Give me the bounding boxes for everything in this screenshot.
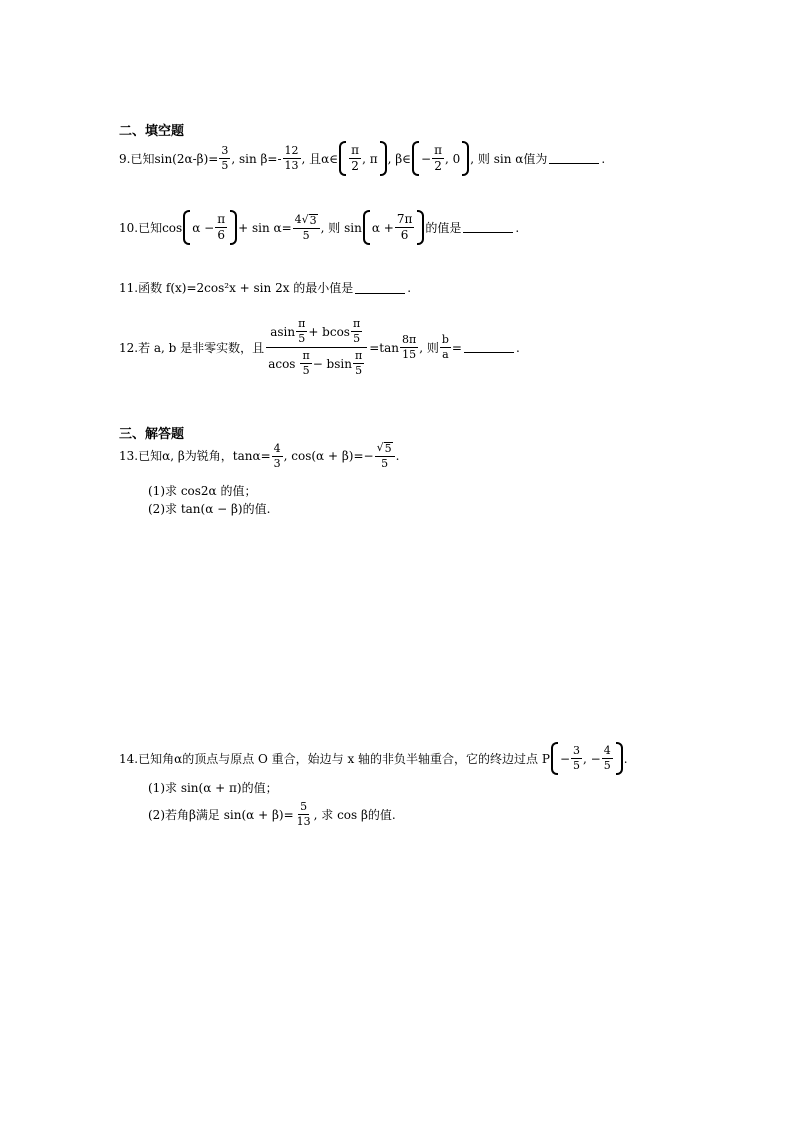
problem-14 <box>119 742 628 775</box>
p14-frac: $\frac{5}{13}$ <box>296 800 311 829</box>
p13-text: 13.已知α, β为锐角，tanα= <box>119 449 271 464</box>
p11-answer-blank[interactable] <box>355 283 405 294</box>
p10-answer-blank[interactable] <box>463 222 513 233</box>
p10-paren-2: α + $\frac{7\pi}{6}$ <box>363 210 425 245</box>
p14-part-1: (1)求 sin(α + π)的值； <box>148 781 278 795</box>
p9-text: 9.已知sin(2α-β)= <box>119 151 219 166</box>
p13-frac-1: $\frac{4}{3}$ <box>273 441 281 470</box>
p12-frac-tan: $\frac{8\pi}{15}$ <box>401 333 417 362</box>
p10-frac-sqrt: 4√ 3 5 <box>293 214 320 242</box>
section-fill-in-title: 二、填空题 <box>119 124 185 139</box>
p9-answer-blank[interactable] <box>549 153 599 164</box>
p13-text-2: , cos(α + β)=− <box>283 449 374 464</box>
p14-text: 14.已知角α的顶点与原点 O 重合，始边与 x 轴的非负半轴重合，它的终边过点 P <box>119 751 550 766</box>
p9-text-2: , sin β=- <box>231 151 282 166</box>
p10-text-4: 的值是 <box>425 220 462 235</box>
p12-text-3: , 则 <box>419 340 439 355</box>
p9-end: . <box>601 151 606 166</box>
p10-text-2: + sin α= <box>238 220 292 235</box>
p12-frac-ba: $\frac{b}{a}$ <box>441 333 449 362</box>
p14-end: . <box>623 751 628 766</box>
p12-text-4: = <box>451 340 462 355</box>
problem-10 <box>119 210 519 245</box>
p13-end: . <box>395 449 400 464</box>
problem-13 <box>119 442 399 470</box>
p12-end: . <box>515 340 520 355</box>
p14-part-2-text-2: , 求 cos β的值. <box>313 807 396 822</box>
p12-text-2: =tan <box>369 340 399 355</box>
p14-point-coords: − $\frac{3}{5}$ , − $\frac{4}{5}$ <box>551 742 623 775</box>
p9-text-5: , 则 sin α值为 <box>470 151 548 166</box>
problem-12 <box>119 318 520 377</box>
p11-end: . <box>407 281 412 295</box>
p14-part-2 <box>148 801 396 828</box>
p12-answer-blank[interactable] <box>464 342 514 353</box>
p13-part-2: (2)求 tan(α − β)的值. <box>148 502 271 516</box>
p9-text-3: , 且α∈ <box>301 151 339 166</box>
p9-text-4: , β∈ <box>387 151 412 166</box>
problem-11 <box>119 282 411 294</box>
p12-text: 12.若 a, b 是非零实数，且 <box>119 340 265 355</box>
p9-frac-1: $\frac{3}{5}$ <box>221 144 229 173</box>
p10-text: 10.已知cos <box>119 220 183 235</box>
p9-interval-beta: − $\frac{\pi}{2}$ , 0 <box>412 141 469 176</box>
section-answer-title: 三、解答题 <box>119 427 185 442</box>
p9-frac-2: $\frac{12}{13}$ <box>284 144 299 173</box>
problem-9 <box>119 141 605 176</box>
p12-complex-fraction: asin $\frac{\pi}{5}$ + bcos $\frac{\pi}{5}$ acos $\frac{\pi}{5}$ − bsin $\frac{\pi}{5}$ <box>264 318 369 377</box>
p14-part-2-text: (2)若角β满足 sin(α + β)= <box>148 807 294 822</box>
p9-interval-alpha: $\frac{\pi}{2}$ , π <box>339 141 386 176</box>
p10-paren-1: α − $\frac{\pi}{6}$ <box>183 210 237 245</box>
p10-text-3: , 则 sin <box>320 220 362 235</box>
p11-text: 11.函数 f(x)=2cos²x + sin 2x 的最小值是 <box>119 281 354 295</box>
p13-frac-sqrt: √ 5 5 <box>375 442 395 470</box>
p10-end: . <box>515 220 520 235</box>
p13-part-1: (1)求 cos2α 的值； <box>148 484 257 498</box>
